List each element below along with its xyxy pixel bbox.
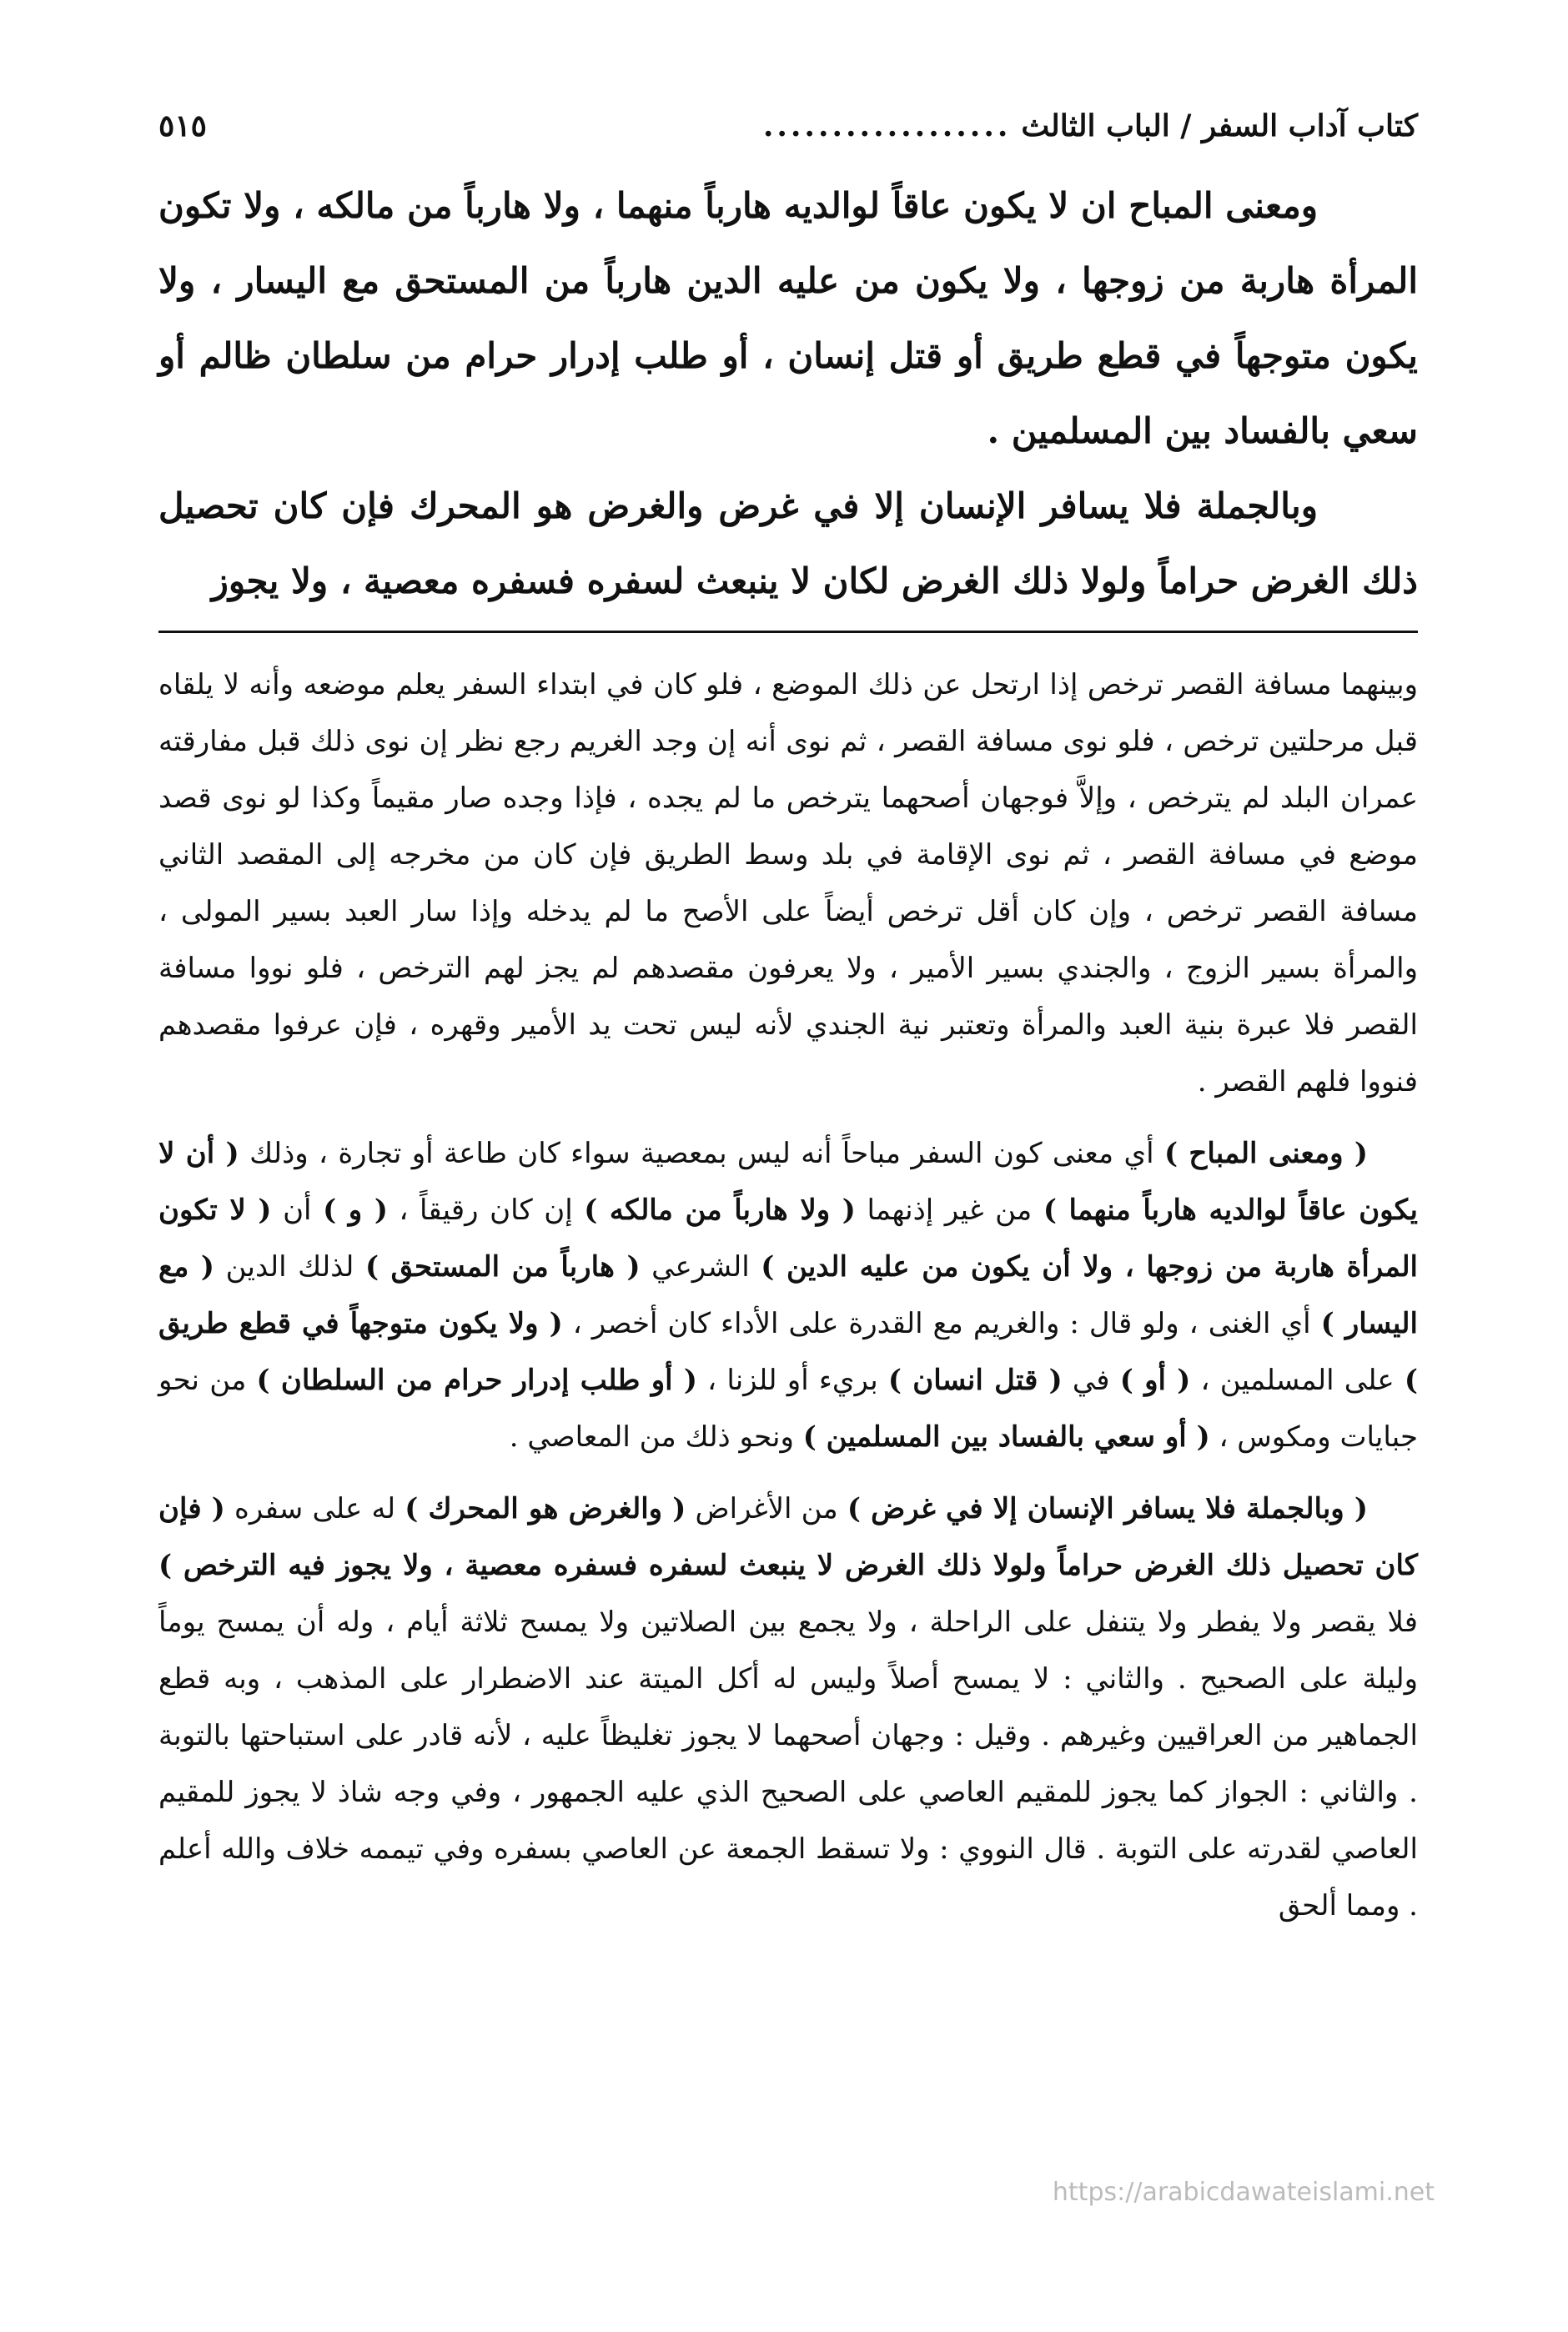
commentary-text: أي الغنى ، ولو قال : والغريم مع القدرة على الأداء كان أخصر ، xyxy=(562,1307,1321,1340)
commentary-text: الشرعي xyxy=(640,1250,761,1284)
running-header xyxy=(158,108,1418,143)
commentary-text: أي معنى كون السفر مباحاً أنه ليس بمعصية سواء كان طاعة أو تجارة ، وذلك xyxy=(239,1137,1164,1170)
commentary-paragraph-3 xyxy=(158,1480,1418,1934)
commentary xyxy=(158,656,1418,1934)
main-text xyxy=(158,168,1418,619)
quoted-matn-text: ( ولا يكون متوجهاً في قطع طريق ) xyxy=(158,1307,1419,1397)
quoted-matn-text: ( لا تكون المرأة هاربة من زوجها ، ولا أن يكون من عليه الدين ) xyxy=(158,1194,1419,1284)
commentary-paragraph-2 xyxy=(158,1125,1418,1465)
quoted-matn-text: ( أن لا يكون عاقاً لوالديه هارباً منهما ) xyxy=(158,1137,1418,1227)
quoted-matn-text: ( ولا هارباً من مالكه ) xyxy=(584,1194,856,1227)
quoted-matn-text: ( وبالجملة فلا يسافر الإنسان إلا في غرض ) xyxy=(847,1492,1368,1525)
commentary-text: إن كان رقيقاً ، xyxy=(387,1194,585,1227)
commentary-text: فلا يقصر ولا يفطر ولا يتنفل على الراحلة ، ولا يجمع بين الصلاتين ولا يمسح ثلاثة أيام ، وله أن يمسح يوماً وليلة على الصحيح . والثاني : لا يمسح أصلاً وليس له أكل الميتة عند الاضطرار على المذهب ، وبه قطع الجماهير من العراقيين وغيرهم . وقيل : وجهان أصحهما لا يجوز تغليظاً عليه ، لأنه قادر على استباحتها بالتوبة . والثاني : الجواز كما يجوز للمقيم العاصي على الصحيح الذي عليه الجمهور ، وفي وجه شاذ لا يجوز للمقيم العاصي لقدرته على التوبة . قال النووي : ولا تسقط الجمعة عن العاصي بسفره وفي تيممه خلاف والله أعلم . ومما ألحق xyxy=(158,1606,1418,1922)
commentary-paragraph-1: وبينهما مسافة القصر ترخص إذا ارتحل عن ذلك الموضع ، فلو كان في ابتداء السفر يعلم موضعه وأنه لا يلقاه قبل مرحلتين ترخص ، فلو نوى مسافة القصر ، ثم نوى أنه إن وجد الغريم رجع نظر إن نوى ذلك قبل مفارقته عمران البلد لم يترخص ، وإلاَّ فوجهان أصحهما يترخص ما لم يجده ، فإذا وجده صار مقيماً وكذا لو نوى قصد موضع في مسافة القصر ، ثم نوى الإقامة في بلد وسط الطريق فإن كان من مخرجه إلى المقصد الثاني مسافة القصر ترخص ، وإن كان أقل ترخص أيضاً على الأصح ما لم يدخله وإذا سار العبد بسير المولى ، والمرأة بسير الزوج ، والجندي بسير الأمير ، ولا يعرفون مقصدهم لم يجز لهم الترخص ، فلو نووا مسافة القصر فلا عبرة بنية العبد والمرأة وتعتبر نية الجندي لأنه ليس تحت يد الأمير وقهره ، فإن عرفوا مقصدهم فنووا فلهم القصر . xyxy=(158,668,1418,1098)
quoted-matn-text: ( أو طلب إدرار حرام من السلطان ) xyxy=(256,1364,697,1397)
commentary-text: على المسلمين ، xyxy=(1190,1364,1405,1397)
commentary-text: من الأغراض xyxy=(686,1492,847,1525)
quoted-matn-text: ( فإن كان تحصيل ذلك الغرض حراماً ولولا ذلك الغرض لا ينبعث لسفره فسفره معصية ، ولا يجوز فيه الترخص ) xyxy=(158,1492,1418,1582)
commentary-text: ونحو ذلك من المعاصي . xyxy=(509,1420,803,1454)
page-number: ٥١٥ xyxy=(158,108,208,143)
commentary-text: من غير إذنهما xyxy=(855,1194,1043,1227)
quoted-matn-text: ( هارباً من المستحق ) xyxy=(364,1250,641,1284)
commentary-text: من نحو جبايات ومكوس ، xyxy=(158,1364,1418,1454)
quoted-matn-text: ( و ) xyxy=(323,1194,388,1227)
header-leader-dots: .................. xyxy=(762,108,1012,143)
header-title: كتاب آداب السفر / الباب الثالث xyxy=(1021,108,1418,143)
quoted-matn-text: ( والغرض هو المحرك ) xyxy=(405,1492,686,1525)
main-paragraph-2: وبالجملة فلا يسافر الإنسان إلا في غرض والغرض هو المحرك فإن كان تحصيل ذلك الغرض حراماً ولولا ذلك الغرض لكان لا ينبعث لسفره فسفره معصية ، ولا يجوز xyxy=(158,485,1418,601)
quoted-matn-text: ( أو ) xyxy=(1119,1364,1191,1397)
commentary-text: لذلك الدين xyxy=(214,1250,365,1284)
footnote-separator xyxy=(158,631,1418,633)
watermark-url: https://arabicdawateislami.net xyxy=(1052,2178,1435,2207)
quoted-matn-text: ( قتل انسان ) xyxy=(887,1364,1063,1397)
quoted-matn-text: ( مع اليسار ) xyxy=(158,1250,1418,1340)
book-page xyxy=(158,108,1418,1949)
main-paragraph-1: ومعنى المباح ان لا يكون عاقاً لوالديه هارباً منهما ، ولا هارباً من مالكه ، ولا تكون المرأة هاربة من زوجها ، ولا يكون من عليه الدين هارباً من المستحق مع اليسار ، ولا يكون متوجهاً في قطع طريق أو قتل إنسان ، أو طلب إدرار حرام من سلطان ظالم أو سعي بالفساد بين المسلمين . xyxy=(158,185,1418,451)
commentary-text: في xyxy=(1062,1364,1120,1397)
commentary-text: أن xyxy=(271,1194,324,1227)
commentary-text: له على سفره xyxy=(224,1492,405,1525)
commentary-text: بريء أو للزنا ، xyxy=(696,1364,888,1397)
quoted-matn-text: ( أو سعي بالفساد بين المسلمين ) xyxy=(802,1420,1210,1454)
quoted-matn-text: ( ومعنى المباح ) xyxy=(1163,1137,1368,1170)
